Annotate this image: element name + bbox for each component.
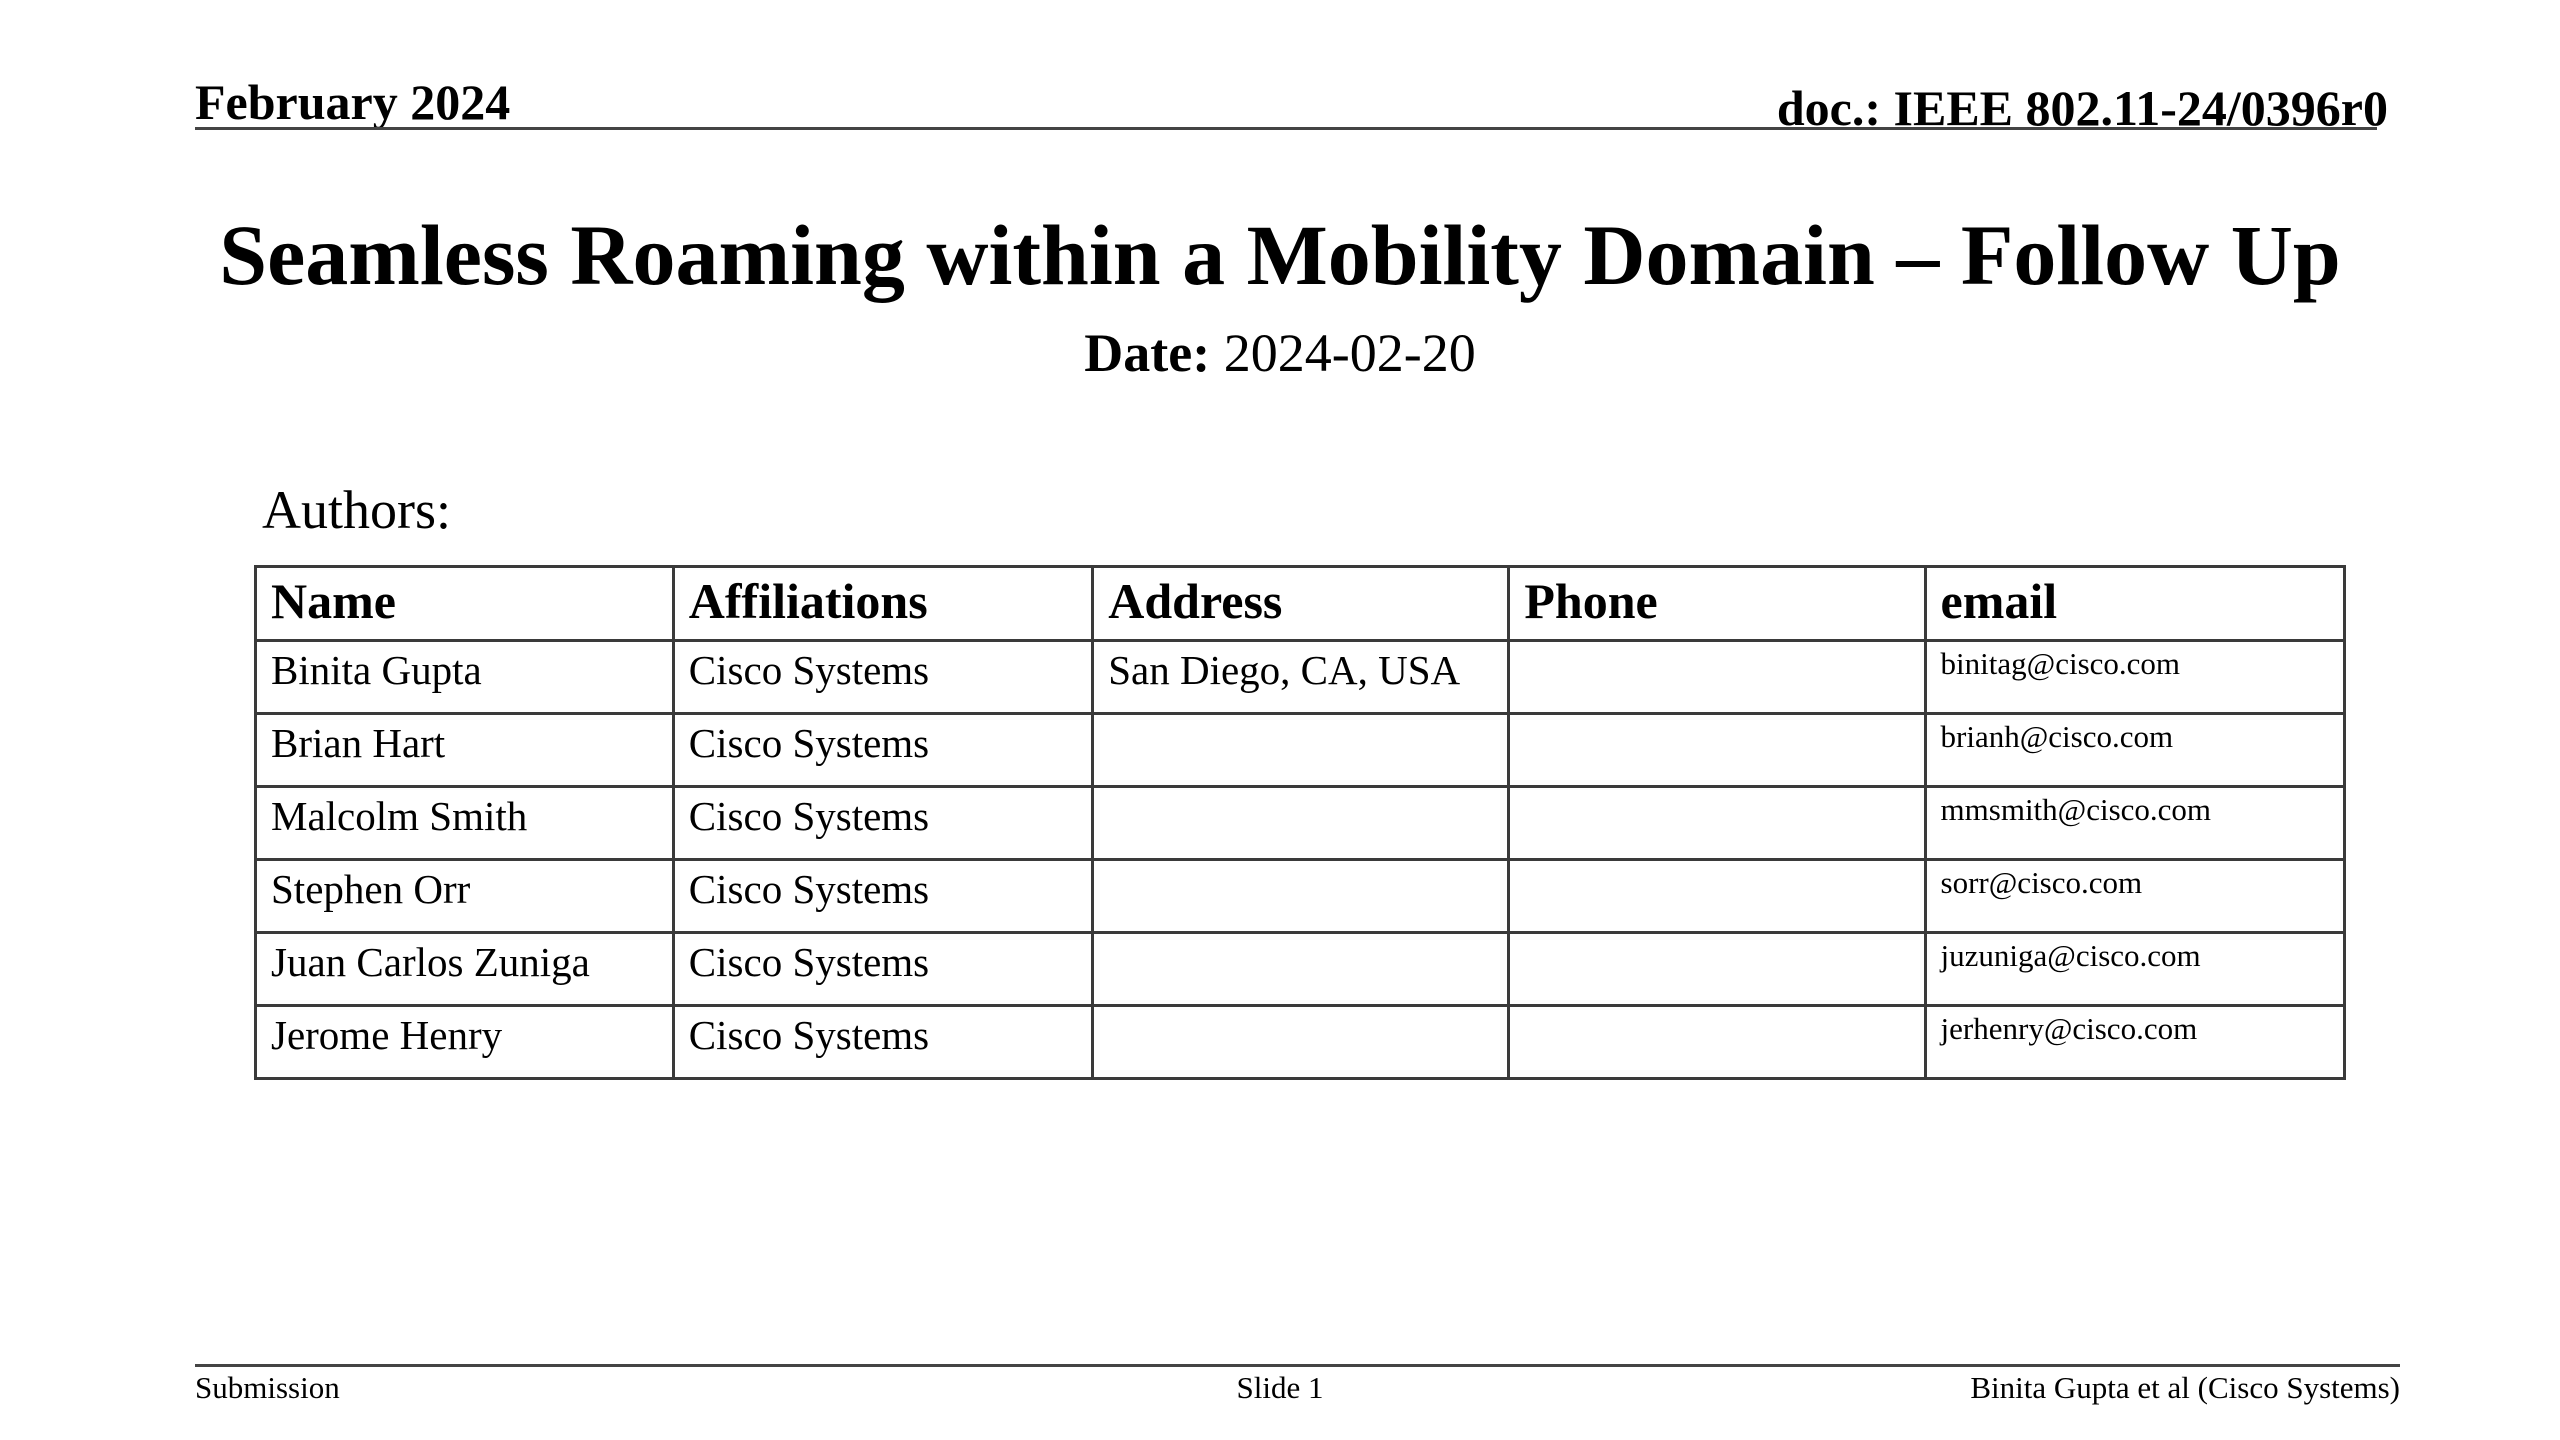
footer-slide-number: Slide 1: [1236, 1370, 1324, 1405]
table-header-row: [256, 567, 2345, 641]
author-phone: [1509, 1006, 1925, 1079]
column-header-affiliations: Affiliations: [673, 567, 1092, 641]
header-date: February 2024: [195, 74, 511, 130]
author-name: Binita Gupta: [256, 641, 674, 714]
author-phone: [1509, 933, 1925, 1006]
author-name: Malcolm Smith: [256, 787, 674, 860]
author-address: [1093, 860, 1509, 933]
author-affiliation: Cisco Systems: [673, 787, 1092, 860]
column-header-name: Name: [256, 567, 674, 641]
author-phone: [1509, 787, 1925, 860]
table-row: [256, 787, 2345, 860]
author-email: juzuniga@cisco.com: [1925, 933, 2344, 1006]
author-affiliation: Cisco Systems: [673, 933, 1092, 1006]
author-name: Jerome Henry: [256, 1006, 674, 1079]
footer-authors: Binita Gupta et al (Cisco Systems): [1970, 1370, 2400, 1405]
author-email: binitag@cisco.com: [1925, 641, 2344, 714]
author-address: San Diego, CA, USA: [1093, 641, 1509, 714]
author-name: Stephen Orr: [256, 860, 674, 933]
footer-divider: [195, 1364, 2400, 1367]
author-address: [1093, 714, 1509, 787]
column-header-email: email: [1925, 567, 2344, 641]
author-address: [1093, 1006, 1509, 1079]
authors-table: [254, 565, 2346, 1080]
table-row: [256, 1006, 2345, 1079]
author-address: [1093, 933, 1509, 1006]
author-phone: [1509, 860, 1925, 933]
authors-heading: Authors:: [262, 480, 451, 540]
slide-date-value: 2024-02-20: [1223, 323, 1476, 383]
author-name: Juan Carlos Zuniga: [256, 933, 674, 1006]
author-phone: [1509, 641, 1925, 714]
header-divider: [195, 127, 2377, 130]
table-row: [256, 714, 2345, 787]
slide-date: [0, 320, 2560, 386]
table-row: [256, 933, 2345, 1006]
author-phone: [1509, 714, 1925, 787]
author-affiliation: Cisco Systems: [673, 641, 1092, 714]
author-affiliation: Cisco Systems: [673, 860, 1092, 933]
author-affiliation: Cisco Systems: [673, 1006, 1092, 1079]
author-affiliation: Cisco Systems: [673, 714, 1092, 787]
author-email: sorr@cisco.com: [1925, 860, 2344, 933]
author-email: mmsmith@cisco.com: [1925, 787, 2344, 860]
table-row: [256, 860, 2345, 933]
footer-submission: Submission: [195, 1370, 340, 1405]
column-header-phone: Phone: [1509, 567, 1925, 641]
slide-title: Seamless Roaming within a Mobility Domain – Follow Up: [219, 207, 2341, 303]
author-name: Brian Hart: [256, 714, 674, 787]
author-email: brianh@cisco.com: [1925, 714, 2344, 787]
header-doc-id: doc.: IEEE 802.11-24/0396r0: [1776, 80, 2388, 136]
table-row: [256, 641, 2345, 714]
column-header-address: Address: [1093, 567, 1509, 641]
slide-date-label: Date:: [1084, 323, 1211, 383]
author-address: [1093, 787, 1509, 860]
author-email: jerhenry@cisco.com: [1925, 1006, 2344, 1079]
